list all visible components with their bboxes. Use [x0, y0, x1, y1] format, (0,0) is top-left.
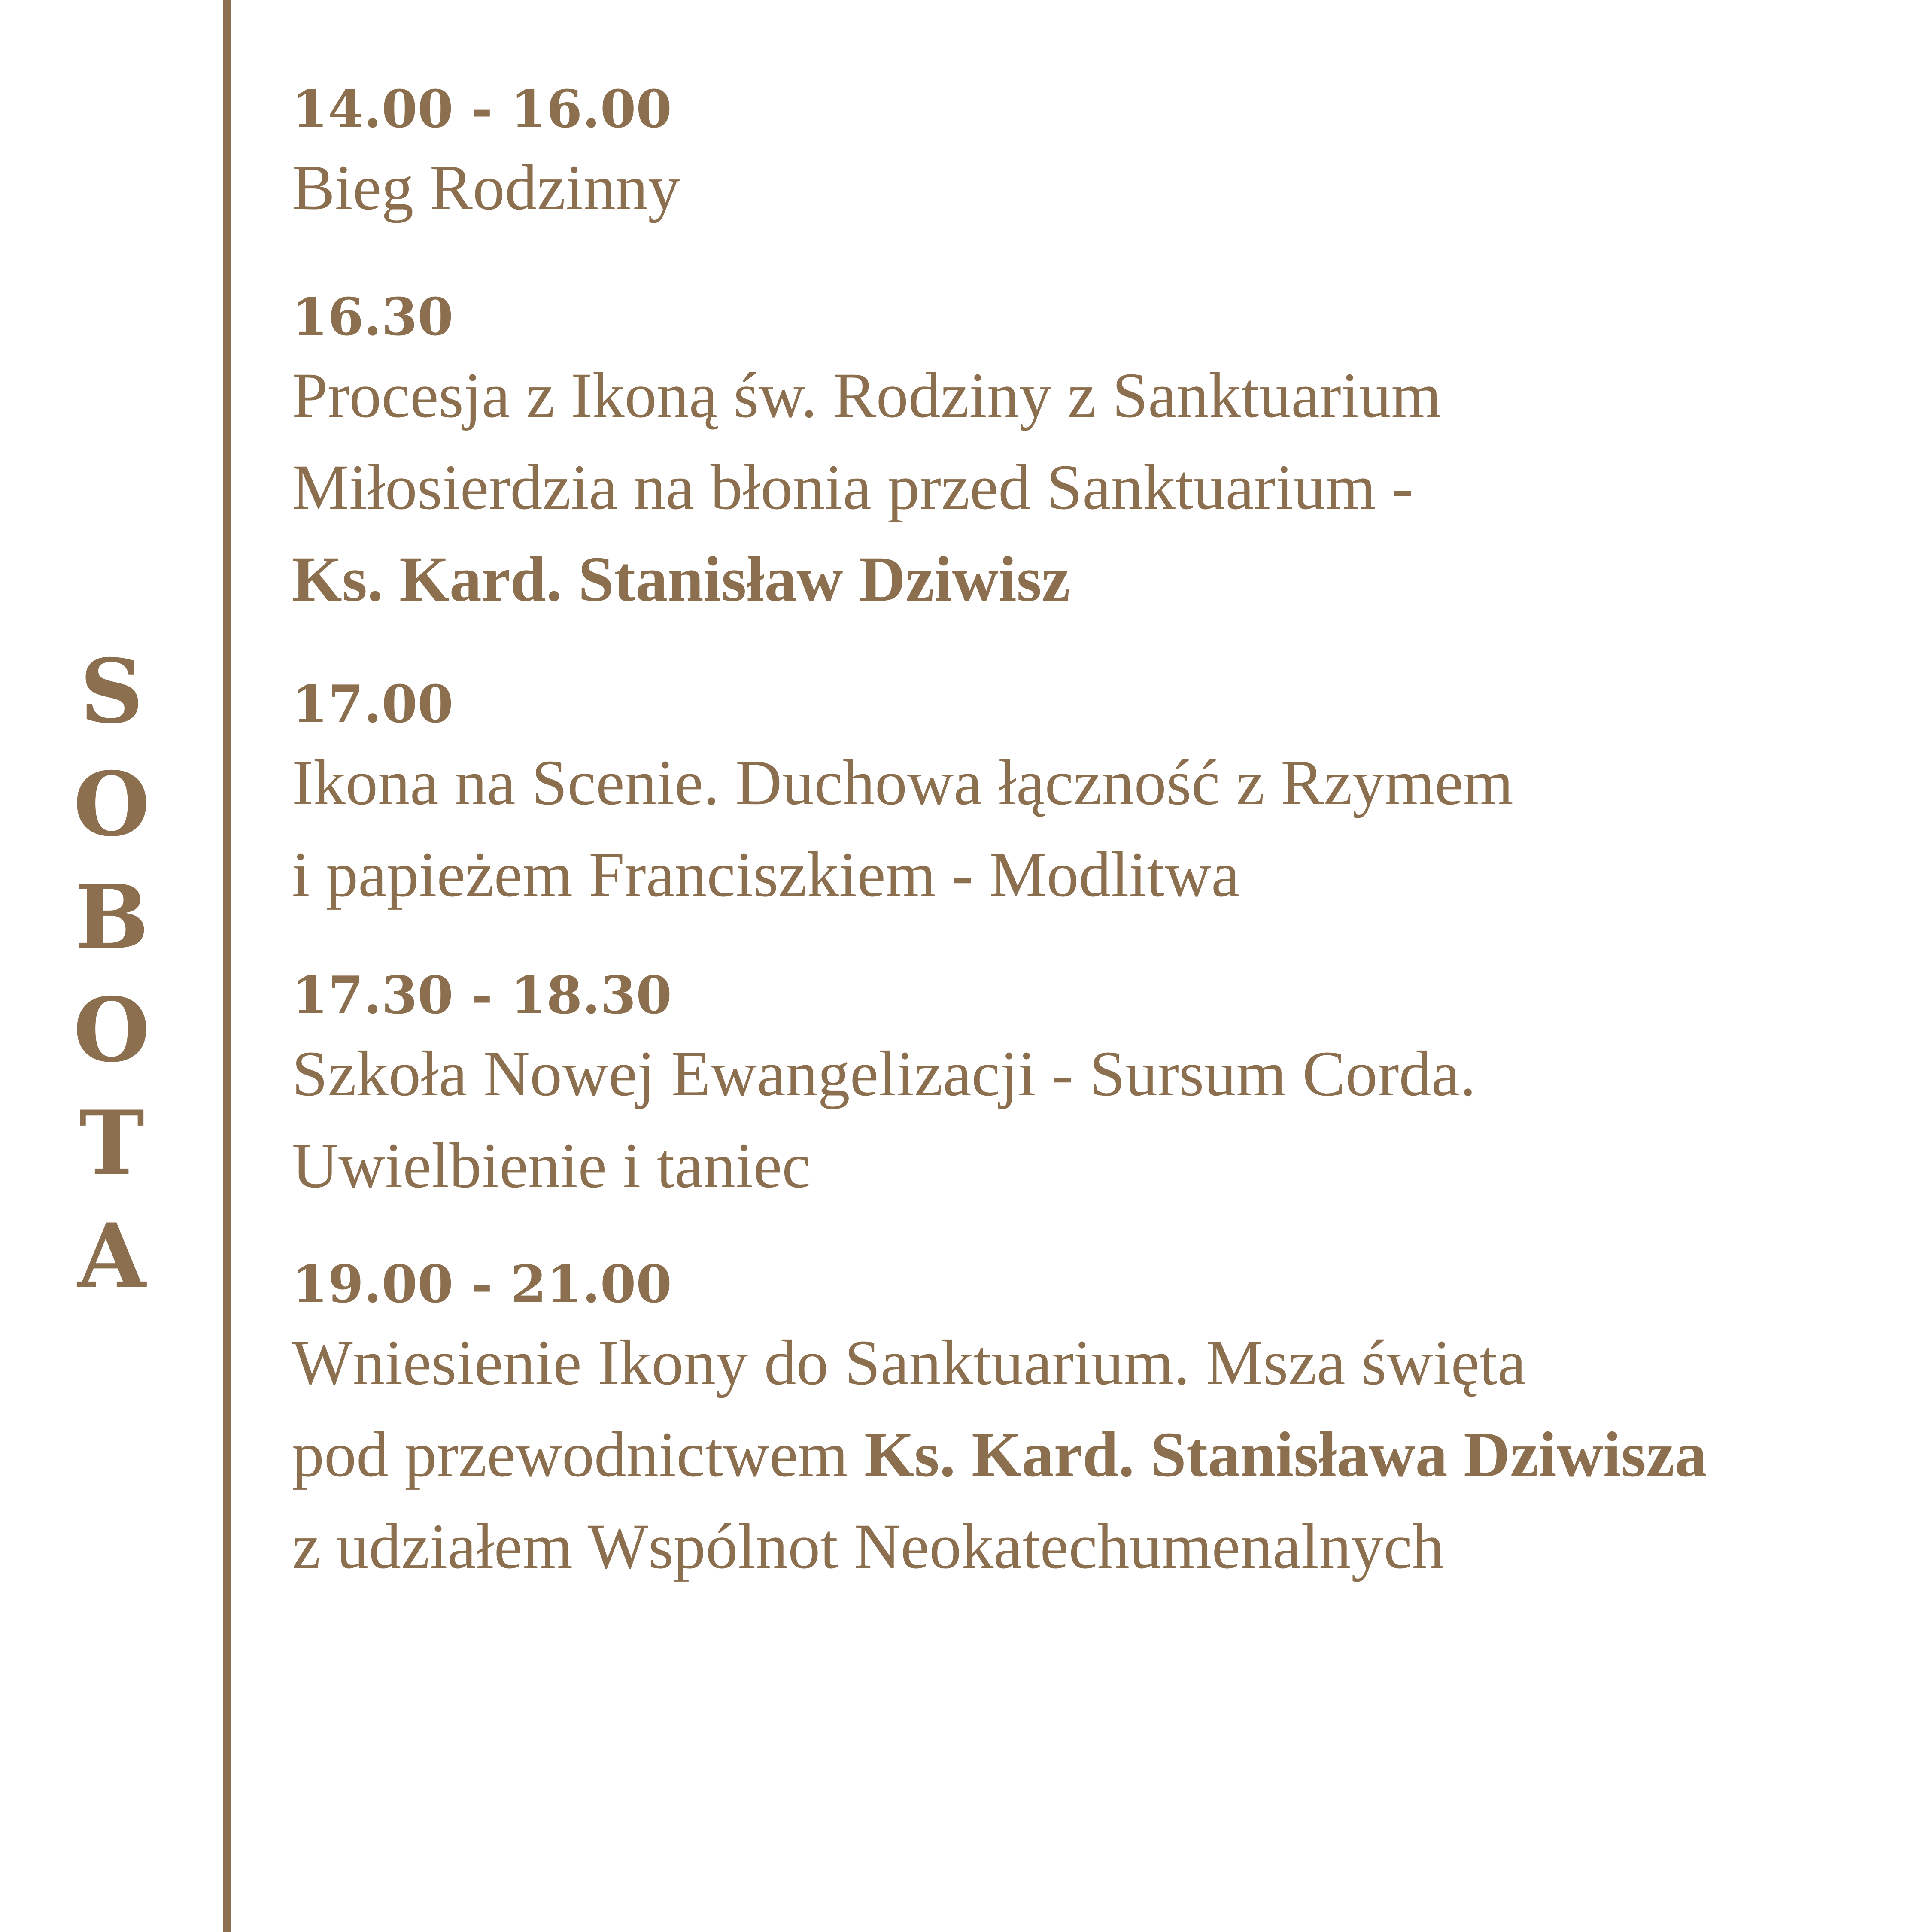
day-letter: O [73, 753, 150, 856]
day-label [64, 635, 159, 1313]
event-description: Ikona na Scenie. Duchowa łączność z Rzymem [292, 747, 1513, 818]
event-description: Uwielbienie i taniec [292, 1130, 811, 1201]
schedule-list [292, 77, 1906, 1592]
event-officiant: Ks. Kard. Stanisława Dziwisza [864, 1419, 1707, 1490]
schedule-event [292, 285, 1906, 625]
event-time: 16.30 [292, 287, 453, 347]
event-description: i papieżem Franciszkiem - Modlitwa [292, 839, 1240, 910]
vertical-divider [223, 0, 231, 1932]
day-letter: B [74, 866, 149, 969]
day-letter: T [79, 1092, 145, 1195]
schedule-event [292, 963, 1906, 1212]
schedule-event [292, 672, 1906, 920]
event-description: Procesja z Ikoną św. Rodziny z Sanktuarium [292, 360, 1442, 431]
event-description: Szkoła Nowej Ewangelizacji - Sursum Corda. [292, 1038, 1476, 1109]
day-letter: A [77, 1205, 146, 1308]
event-description: Miłosierdzia na błonia przed Sanktuarium - [292, 452, 1413, 523]
event-description: z udziałem Wspólnot Neokatechumenalnych [292, 1511, 1444, 1582]
day-letter: S [79, 640, 144, 743]
event-time: 14.00 - 16.00 [292, 79, 672, 140]
schedule-event [292, 1252, 1906, 1592]
event-description-text: pod przewodnictwem [292, 1419, 864, 1490]
schedule-event [292, 77, 1906, 234]
event-officiant: Ks. Kard. Stanisław Dziwisz [292, 544, 1070, 615]
event-time: 17.00 [292, 674, 453, 735]
event-time: 19.00 - 21.00 [292, 1254, 672, 1315]
event-description: Wniesienie Ikony do Sanktuarium. Msza święta [292, 1327, 1526, 1398]
event-description: Bieg Rodzinny [292, 152, 680, 223]
day-letter: O [73, 979, 150, 1082]
event-time: 17.30 - 18.30 [292, 965, 672, 1026]
event-description [292, 1409, 1906, 1501]
